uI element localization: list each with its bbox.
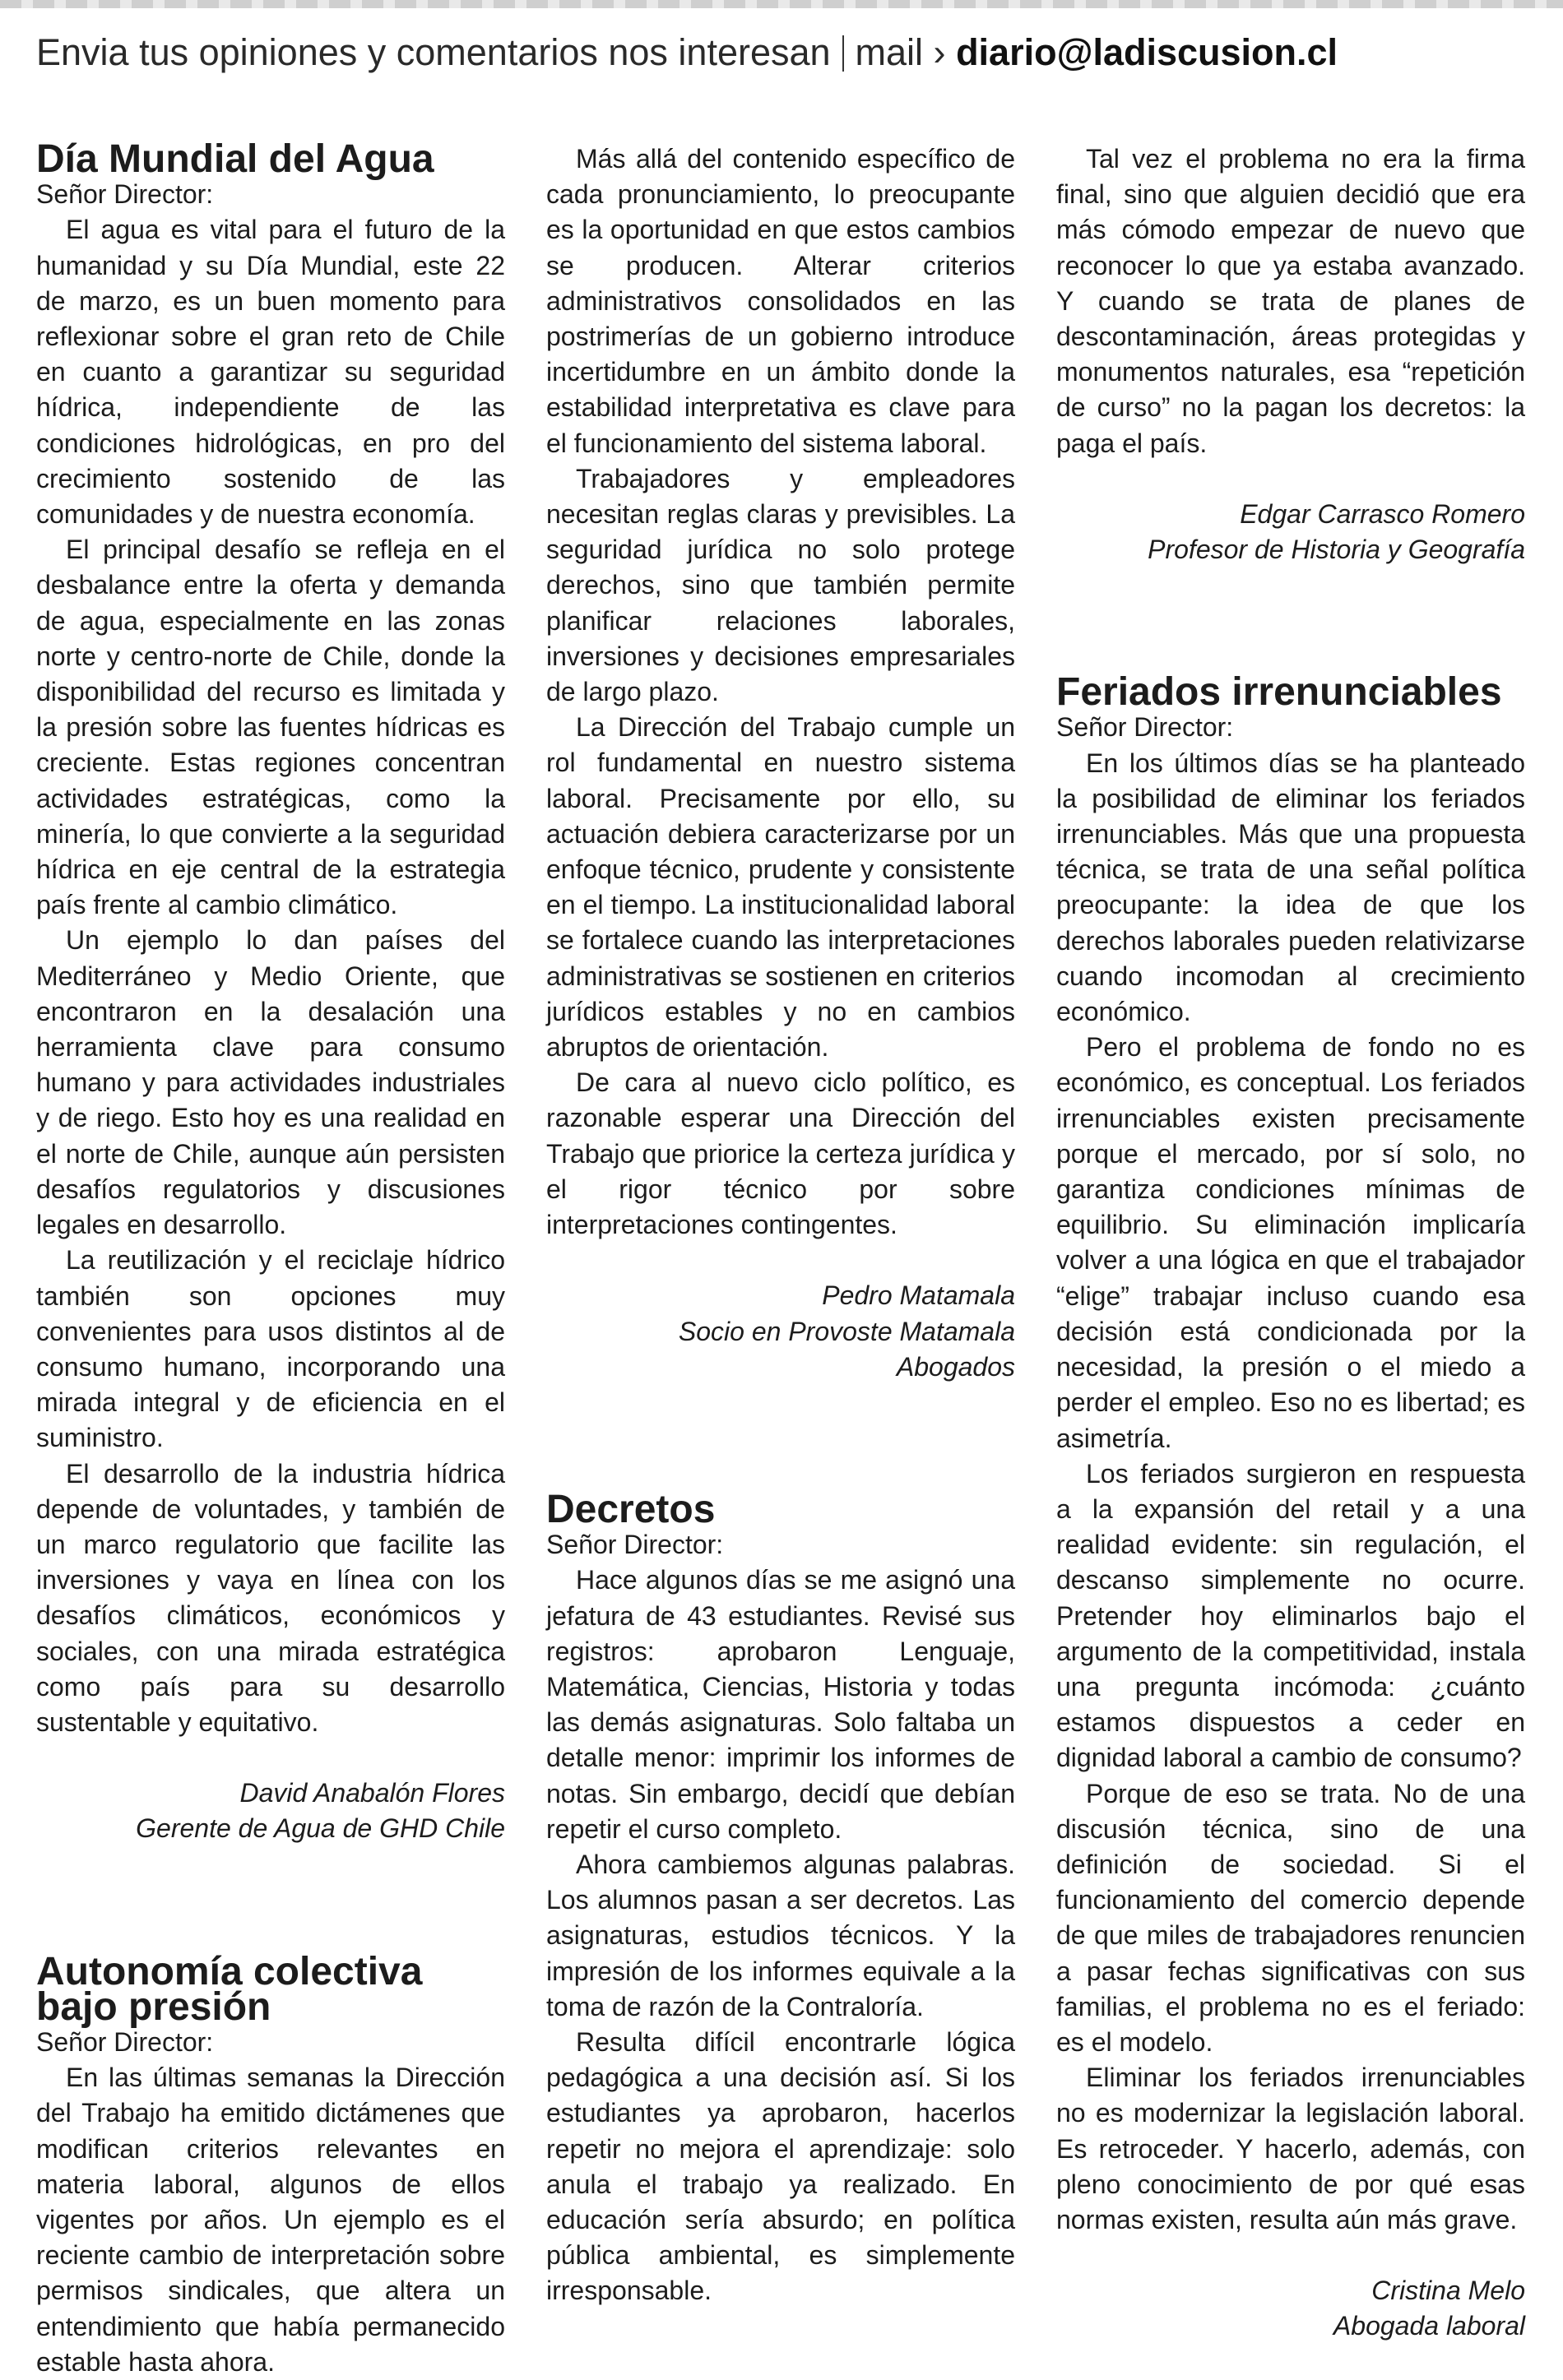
letter-headline: Autonomía colectiva bajo presión (36, 1949, 423, 2029)
masthead-lead: Envia tus opiniones y comentarios nos interesan (36, 31, 831, 73)
letter-author-role: Socio en Provoste Matamala Abogados (678, 1316, 1015, 1382)
column-1 (36, 137, 505, 2380)
column-3 (1056, 141, 1525, 2345)
letter-paragraph: Más allá del contenido específico de cada pronunciamiento, lo preocupante es la oportunidad en que estos cambios se producen. Alterar criterios administrativos consolidados en las postrimerías de un gobierno introduce incertidumbre en un ámbito donde la estabilidad interpretativa es clave para el funcionamiento del sistema laboral. (546, 144, 1015, 458)
letter-author: David Anabalón Flores (239, 1778, 505, 1808)
letter-paragraph: Resulta difícil encontrarle lógica pedagógica a una decisión así. Si los estudiantes ya aprobaron, hacerlos repetir no mejora el aprendizaje: solo anula el trabajo ya realizado. En educación sería absurdo; en política pública ambiental, es simplemente irresponsable. (546, 2026, 1015, 2306)
letter-author: Edgar Carrasco Romero (1240, 498, 1525, 529)
letter-salutation: Señor Director: (36, 2026, 214, 2057)
masthead-mail-label: mail › (855, 31, 946, 73)
letter-autonomia-colectiva-continued (546, 141, 1015, 1385)
letter-paragraph: En las últimas semanas la Dirección del Trabajo ha emitido dictámenes que modifican criterios relevantes en materia laboral, algunos de ellos vigentes por años. Un ejemplo es el reciente cambio de interpretación sobre permisos sindicales, que altera un entendimiento que había permanecido estable hasta ahora. (36, 2063, 505, 2377)
letter-author-role: Gerente de Agua de GHD Chile (136, 1813, 505, 1844)
column-2 (546, 141, 1015, 2309)
letter-salutation: Señor Director: (36, 179, 214, 210)
letter-paragraph: El desarrollo de la industria hídrica depende de voluntades, y también de un marco regulatorio que facilite las inversiones y vaya en línea con los desafíos climáticos, económicos y sociales, con una mirada estratégica como país para su desarrollo sustentable y equitativo. (36, 1458, 505, 1737)
letter-headline: Feriados irrenunciables (1056, 670, 1502, 715)
letter-author-role: Profesor de Historia y Geografía (1148, 535, 1525, 565)
letter-feriados-irrenunciables (1056, 670, 1525, 2344)
letter-decretos (546, 1487, 1015, 2309)
letter-paragraph: Tal vez el problema no era la firma final, sino que alguien decidió que era más cómodo empezar de nuevo que reconocer lo que ya estaba avanzado. Y cuando se trata de planes de descontaminación, áreas protegidas y monumentos naturales, esa “repetición de curso” no la pagan los decretos: la paga el país. (1056, 144, 1525, 458)
letter-autonomia-colectiva (36, 1949, 505, 2380)
letter-author: Pedro Matamala (822, 1280, 1015, 1311)
masthead-divider (842, 35, 844, 72)
letter-dia-mundial-del-agua (36, 137, 505, 1847)
letter-salutation: Señor Director: (546, 1530, 724, 1560)
letter-decretos-continued (1056, 141, 1525, 567)
letter-author-role: Abogada laboral (1333, 2311, 1525, 2341)
letter-paragraph: Pero el problema de fondo no es económico, es conceptual. Los feriados irrenunciables existen precisamente porque el mercado, por sí solo, no garantiza condiciones mínimas de equilibrio. Su eliminación implicaría volver a una lógica en que el trabajador “elige” trabajar incluso cuando esa decisión está condicionada por la necesidad, la presión o el miedo a perder el empleo. Eso no es libertad; es asimetría. (1056, 1032, 1525, 1453)
letter-paragraph: La Dirección del Trabajo cumple un rol fundamental en nuestro sistema laboral. Precisamente por ello, su actuación debiera caracterizarse por un enfoque técnico, prudente y consistente en el tiempo. La institucionalidad laboral se fortalece cuando las interpretaciones administrativas se sostienen en criterios jurídicos estables y no en cambios abruptos de orientación. (546, 712, 1015, 1063)
masthead (36, 23, 1525, 82)
letter-paragraph: El agua es vital para el futuro de la humanidad y su Día Mundial, este 22 de marzo, es un buen momento para reflexionar sobre el gran reto de Chile en cuanto a garantizar su seguridad hídrica, independiente de las condiciones hidrológicas, en pro del crecimiento sostenido de las comunidades y de nuestra economía. (36, 215, 505, 530)
letter-paragraph: Trabajadores y empleadores necesitan reglas claras y previsibles. La seguridad jurídica no solo protege derechos, sino que también permite planificar relaciones laborales, inversiones y decisiones empresariales de largo plazo. (546, 463, 1015, 707)
letter-paragraph: En los últimos días se ha planteado la posibilidad de eliminar los feriados irrenunciables. Más que una propuesta técnica, se trata de una señal política preocupante: la idea de que los derechos laborales pueden relativizarse cuando incomodan al crecimiento económico. (1056, 748, 1525, 1027)
top-decorative-band (0, 0, 1563, 8)
letter-salutation: Señor Director: (1056, 712, 1234, 743)
letter-paragraph: Los feriados surgieron en respuesta a la expansión del retail y a una realidad evidente: sin regulación, el descanso simplemente no ocurre. Pretender hoy eliminarlos bajo el argumento de la competitividad, instala una pregunta incómoda: ¿cuánto estamos dispuestos a ceder en dignidad laboral a cambio de consumo? (1056, 1458, 1525, 1773)
letter-paragraph: La reutilización y el reciclaje hídrico también son opciones muy convenientes para usos distintos al de consumo humano, incorporando una mirada integral y de eficiencia en el suministro. (36, 1245, 505, 1453)
letter-headline: Decretos (546, 1487, 716, 1531)
masthead-email[interactable]: diario@ladiscusion.cl (956, 31, 1338, 73)
letter-paragraph: El principal desafío se refleja en el desbalance entre la oferta y demanda de agua, especialmente en las zonas norte y centro-norte de Chile, donde la disponibilidad del recurso es limitada y la presión sobre las fuentes hídricas es creciente. Estas regiones concentran actividades estratégicas, como la minería, lo que convierte a la seguridad hídrica en eje central de la estrategia país frente al cambio climático. (36, 535, 505, 920)
letter-headline: Día Mundial del Agua (36, 137, 434, 181)
letter-paragraph: Eliminar los feriados irrenunciables no es modernizar la legislación laboral. Es retroceder. Y hacerlo, además, con pleno conocimiento de por qué esas normas existen, resulta aún más grave. (1056, 2063, 1525, 2234)
letter-paragraph: De cara al nuevo ciclo político, es razonable esperar una Dirección del Trabajo que priorice la certeza jurídica y el rigor técnico por sobre interpretaciones contingentes. (546, 1067, 1015, 1240)
letter-paragraph: Hace algunos días se me asignó una jefatura de 43 estudiantes. Revisé sus registros: aprobaron Lenguaje, Matemática, Ciencias, Historia y todas las demás asignaturas. Solo faltaba un detalle menor: imprimir los informes de notas. Sin embargo, decidí que debían repetir el curso completo. (546, 1565, 1015, 1844)
letter-paragraph: Un ejemplo lo dan países del Mediterráneo y Medio Oriente, que encontraron en la desalación una herramienta clave para consumo humano y para actividades industriales y de riego. Esto hoy es una realidad en el norte de Chile, aunque aún persisten desafíos regulatorios y discusiones legales en desarrollo. (36, 925, 505, 1240)
letter-paragraph: Ahora cambiemos algunas palabras. Los alumnos pasan a ser decretos. Las asignaturas, estudios técnicos. Y la impresión de los informes equivale a la toma de razón de la Contraloría. (546, 1849, 1015, 2021)
letter-author: Cristina Melo (1371, 2276, 1525, 2306)
letter-paragraph: Porque de eso se trata. No de una discusión técnica, sino de una definición de sociedad. Si el funcionamiento del comercio depende de que miles de trabajadores renuncien a pasar fechas significativas con sus familias, el problema no es el feriado: es el modelo. (1056, 1778, 1525, 2057)
